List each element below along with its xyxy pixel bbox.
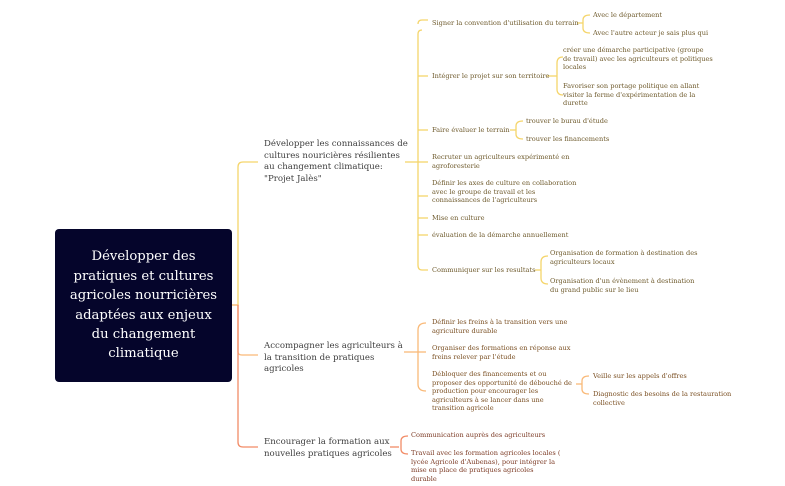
branch-node-encourage-training[interactable] [264,437,394,460]
topic-define-barriers[interactable]: Définir les freins à la transition vers une agriculture durable [432,318,568,335]
branch-node-knowledge[interactable] [264,139,412,185]
topic-communication-farmers[interactable]: Communication auprès des agriculteurs [411,431,546,439]
topic-cultivation[interactable]: Mise en culture [432,214,485,222]
topic-unlock-funding[interactable]: Débloquer des financements et ou proposer des opportunité de débouché de production pour encourager les agriculteurs à se lancer dans une transition agricole [432,370,572,413]
root-node[interactable] [55,229,232,382]
subtopic-funding[interactable]: trouver les financements [526,135,610,143]
topic-agri-schools[interactable]: Travail avec les formation agricoles locales ( lycée Agricole d'Aubenas), pour intégrer la mise en place de pratiques agricoles durable [411,449,561,483]
subtopic-public-event[interactable]: Organisation d'un évènement à destination du grand public sur le lieu [550,277,695,294]
topic-integrate-project[interactable]: Intégrer le projet sur son territoire [432,72,550,80]
topic-define-axes[interactable]: Définir les axes de culture en collaboration avec le groupe de travail et les connaissances de l'agriculteurs [432,179,577,205]
subtopic-departement[interactable]: Avec le département [593,11,663,19]
topic-communicate-results[interactable]: Communiquer sur les resultats [432,266,536,274]
subtopic-study-office[interactable]: trouver le burau d'étude [526,117,608,125]
subtopic-participative[interactable]: créer une démarche participative (groupe de travail) avec les agriculteurs et politiques locales [563,46,713,72]
branch-label: Encourager la formation aux nouvelles pratiques agricoles [264,437,392,459]
subtopic-other-actor[interactable]: Avec l'autre acteur je sais plus qui [593,29,709,37]
subtopic-training-farmers[interactable]: Organisation de formation à destination des agriculteurs locaux [550,249,698,266]
topic-organize-training[interactable]: Organiser des formations en réponse aux freins relever par l'étude [432,344,571,361]
topic-sign-convention[interactable]: Signer la convention d'utilisation du terrain [432,19,579,27]
root-label: Développer des pratiques et cultures agricoles nourricières adaptées aux enjeux du changement climatique [69,249,218,362]
branch-label: Développer les connaissances de cultures nouricières résilientes au changement climatique: "Projet Jalès" [264,139,408,184]
topic-evaluate-land[interactable]: Faire évaluer le terrain [432,126,510,134]
subtopic-tender-watch[interactable]: Veille sur les appels d'offres [593,372,687,380]
subtopic-political-support[interactable]: Favoriser son portage politique en allant visiter la ferme d'expérimentation de la durette [563,82,700,108]
branch-node-support-farmers[interactable] [264,341,409,376]
subtopic-catering-diagnosis[interactable]: Diagnostic des besoins de la restauration collective [593,390,732,407]
topic-recruit-farmer[interactable]: Recruter un agriculteurs expérimenté en agroforesterie [432,153,570,170]
branch-label: Accompagner les agriculteurs à la transition de pratiques agricoles [264,341,403,375]
topic-annual-evaluation[interactable]: évaluation de la démarche annuellement [432,231,569,239]
